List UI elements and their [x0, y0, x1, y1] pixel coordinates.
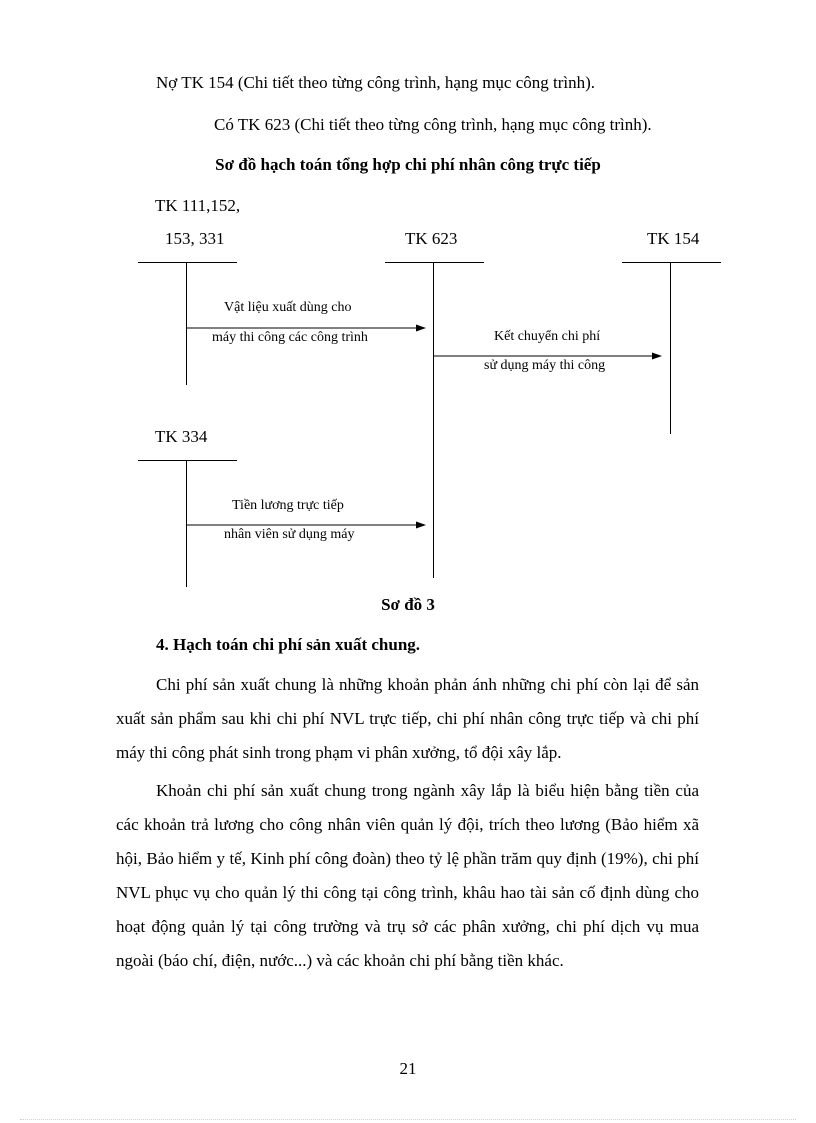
materials-flow-label-line2: máy thi công các công trình: [212, 330, 368, 345]
wages-flow-label-line1: Tiền lương trực tiếp: [232, 498, 344, 513]
page-bottom-rule: [20, 1119, 796, 1120]
account-tk334-label: TK 334: [155, 427, 208, 446]
diagram-caption: Sơ đồ 3: [381, 595, 435, 614]
credit-entry: Có TK 623 (Chi tiết theo từng công trình, hạng mục công trình).: [214, 115, 652, 134]
account-tk111-label-line1: TK 111,152,: [155, 196, 241, 215]
account-tk111-label-line2: 153, 331: [165, 229, 225, 248]
wages-flow-label-line2: nhân viên sử dụng máy: [224, 527, 355, 542]
transfer-flow-label-line1: Kết chuyển chi phí: [494, 329, 601, 344]
transfer-arrowhead: [652, 353, 662, 360]
diagram-title: Sơ đồ hạch toán tổng hợp chi phí nhân công trực tiếp: [215, 155, 601, 174]
materials-arrowhead: [416, 325, 426, 332]
debit-entry: Nợ TK 154 (Chi tiết theo từng công trình, hạng mục công trình).: [156, 73, 596, 92]
materials-flow-label-line1: Vật liệu xuất dùng cho: [224, 300, 352, 315]
page-number: 21: [399, 1059, 417, 1078]
account-tk154-label: TK 154: [647, 229, 700, 248]
wages-arrowhead: [416, 522, 426, 529]
section-heading: 4. Hạch toán chi phí sản xuất chung.: [156, 635, 421, 654]
transfer-flow-label-line2: sử dụng máy thi công: [484, 358, 606, 373]
body-paragraph-2: Khoản chi phí sản xuất chung trong ngành xây lắp là biểu hiện bằng tiền của các khoản trả lương cho công nhân viên quản lý đội, trích theo lương (Bảo hiểm xã hội, Bảo hiểm y tế, Kinh phí công đoàn) theo tỷ lệ phần trăm quy định (19%), chi phí NVL phục vụ cho quản lý thi công tại công trình, khâu hao tài sản cố định dùng cho hoạt động quản lý tại công trường và trụ sở các phân xưởng, chi phí dịch vụ mua ngoài (báo chí, điện, nước...) và các khoản chi phí bằng tiền khác.: [116, 781, 699, 970]
body-paragraph-1: Chi phí sản xuất chung là những khoản phản ánh những chi phí còn lại để sản xuất sản phẩm sau khi chi phí NVL trực tiếp, chi phí nhân công trực tiếp và chi phí máy thi công phát sinh trong phạm vi phân xưởng, tổ đội xây lắp.: [116, 675, 699, 762]
account-tk623-label: TK 623: [405, 229, 458, 248]
